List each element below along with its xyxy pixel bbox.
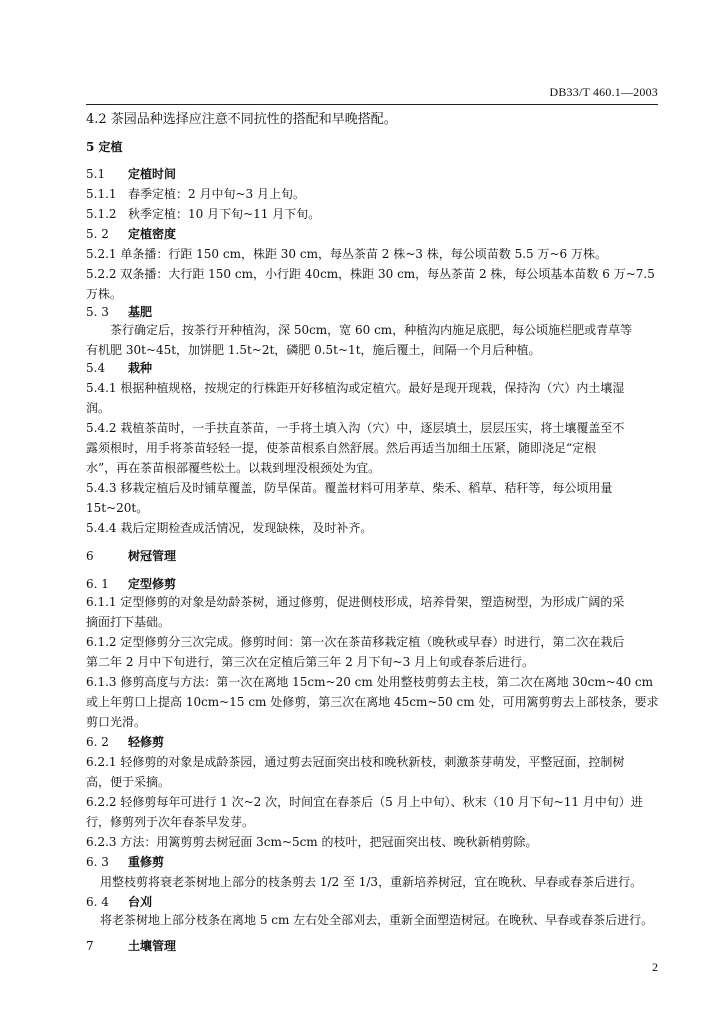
clause-5-4-1-cont: 润。	[86, 401, 111, 415]
clause-6-1-3: 6.1.3 修剪高度与方法：第一次在离地 15cm~20 cm 处用整枝剪剪去主枝，第二次在离地 30cm~40 cm	[86, 675, 654, 689]
clause-title: 基肥	[128, 305, 153, 319]
clause-number: 5. 2	[86, 227, 109, 241]
clause-number: 6. 2	[86, 735, 109, 749]
paragraph-5-3: 茶行确定后，按茶行开种植沟，深 50cm，宽 60 cm，种植沟内施足底肥，每公顷施栏肥或青草等	[110, 323, 633, 337]
standard-code: DB33/T 460.1—2003	[549, 85, 658, 99]
clause-6-1-1-cont: 摘面打下基础。	[86, 615, 171, 629]
clause-number: 5. 3	[86, 305, 109, 319]
paragraph-6-4: 将老茶树地上部分枝条在离地 5 cm 左右处全部刈去，重新全面塑造树冠。在晚秋、早春或春茶后进行。	[100, 913, 654, 927]
clause-title: 重修剪	[128, 855, 165, 869]
clause-5-4-2-cont1: 露须根时，用手将茶苗轻轻一提，使茶苗根系自然舒展。然后再适当加细土压紧，随即浇足“定根	[86, 441, 597, 455]
clause-number: 6. 3	[86, 855, 109, 869]
clause-number: 5.1.2	[86, 207, 117, 221]
clause-5-2-2-cont: 万株。	[86, 287, 123, 301]
clause-number: 5.4	[86, 361, 106, 375]
clause-6-3	[86, 852, 658, 872]
clause-5-4-4: 5.4.4 栽后定期检查成活情况，发现缺株，及时补齐。	[86, 521, 373, 535]
clause-5-4-3: 5.4.3 移栽定植后及时铺草覆盖，防旱保苗。覆盖材料可用茅草、柴禾、稻草、秸秆等，每公顷用量	[86, 481, 613, 495]
clause-title: 定植密度	[128, 227, 177, 241]
clause-5-4-1: 5.4.1 根据种植规格，按规定的行株距开好移植沟或定植穴。最好是现开现栽，保持沟（穴）内土壤湿	[86, 381, 625, 395]
header-rule	[86, 104, 658, 105]
clause-title: 轻修剪	[128, 735, 165, 749]
section-5-heading: 5 定植	[86, 140, 123, 154]
clause-5-3	[86, 302, 658, 322]
clause-title: 定植时间	[128, 167, 177, 181]
clause-number: 5.1	[86, 167, 106, 181]
clause-text: 秋季定植：10 月下旬~11 月下旬。	[128, 207, 321, 221]
clause-6-1-1: 6.1.1 定型修剪的对象是幼龄茶树，通过修剪，促进侧枝形成，培养骨架，塑造树型，为形成广阔的采	[86, 595, 625, 609]
clause-5-2-1: 5.2.1 单条播：行距 150 cm，株距 30 cm，每丛茶苗 2 株~3 株，每公顷苗数 5.5 万~6 万株。	[86, 247, 607, 261]
clause-5-4-2: 5.4.2 栽植茶苗时，一手扶直茶苗，一手将土填入沟（穴）中，逐层填土，层层压实，将土壤覆盖至不	[86, 421, 625, 435]
clause-title: 定型修剪	[128, 577, 177, 591]
section-number: 6	[86, 549, 94, 563]
paragraph-6-3: 用整枝剪将衰老茶树地上部分的枝条剪去 1/2 至 1/3，重新培养树冠，宜在晚秋、早春或春茶后进行。	[100, 875, 643, 889]
clause-number: 6. 1	[86, 577, 109, 591]
clause-6-1-2: 6.1.2 定型修剪分三次完成。修剪时间：第一次在茶苗移栽定植（晚秋或早春）时进行，第二次在栽后	[86, 635, 625, 649]
clause-title: 栽种	[128, 361, 153, 375]
clause-6-2-2: 6.2.2 轻修剪每年可进行 1 次~2 次，时间宜在春茶后（5 月上中旬）、秋末（10 月下旬~11 月中旬）进	[86, 795, 643, 809]
clause-6-2-3: 6.2.3 方法：用篱剪剪去树冠面 3cm~5cm 的枝叶，把冠面突出枝、晚秋新梢剪除。	[86, 835, 538, 849]
section-title: 树冠管理	[128, 549, 177, 563]
clause-5-1	[86, 164, 658, 184]
clause-6-2	[86, 732, 658, 752]
clause-5-4-2-cont2: 水”，再在茶苗根部覆些松土。以栽到埋没根颈处为宜。	[86, 461, 381, 475]
clause-5-1-2	[86, 204, 658, 224]
clause-text: 春季定植：2 月中旬~3 月上旬。	[128, 187, 305, 201]
section-title: 土壤管理	[128, 939, 177, 953]
clause-6-4	[86, 892, 658, 912]
clause-6-1-3-cont1: 或上年剪口上提高 10cm~15 cm 处修剪，第三次在离地 45cm~50 cm 处，可用篱剪剪去上部枝条，要求	[86, 695, 659, 709]
clause-6-1	[86, 574, 658, 594]
clause-6-2-2-cont: 行，修剪列于次年春茶早发芽。	[86, 815, 255, 829]
clause-5-2	[86, 224, 658, 244]
page-number: 2	[652, 960, 658, 974]
clause-5-1-1	[86, 184, 658, 204]
section-6-heading	[86, 546, 658, 566]
paragraph-5-3-cont: 有机肥 30t~45t，加饼肥 1.5t~2t，磷肥 0.5t~1t，施后覆土，间隔一个月后种植。	[86, 343, 541, 357]
clause-6-1-2-cont: 第二年 2 月中下旬进行，第三次在定植后第三年 2 月下旬~3 月上旬或春茶后进行。	[86, 655, 535, 669]
section-7-heading	[86, 936, 658, 956]
section-number: 7	[86, 939, 94, 953]
clause-number: 6. 4	[86, 895, 109, 909]
clause-6-1-3-cont2: 剪口光滑。	[86, 715, 147, 729]
clause-title: 台刈	[128, 895, 153, 909]
clause-number: 5.1.1	[86, 187, 117, 201]
clause-4-2: 4.2 茶园品种选择应注意不同抗性的搭配和早晚搭配。	[86, 112, 397, 127]
clause-6-2-1-cont: 高，便于采摘。	[86, 775, 171, 789]
clause-6-2-1: 6.2.1 轻修剪的对象是成龄茶园，通过剪去冠面突出枝和晚秋新枝，刺激茶芽萌发，平整冠面，控制树	[86, 755, 625, 769]
clause-5-4	[86, 358, 658, 378]
clause-5-2-2: 5.2.2 双条播：大行距 150 cm，小行距 40cm，株距 30 cm，每丛茶苗 2 株，每公顷基本苗数 6 万~7.5	[86, 267, 655, 281]
clause-5-4-3-cont: 15t~20t。	[86, 501, 149, 515]
